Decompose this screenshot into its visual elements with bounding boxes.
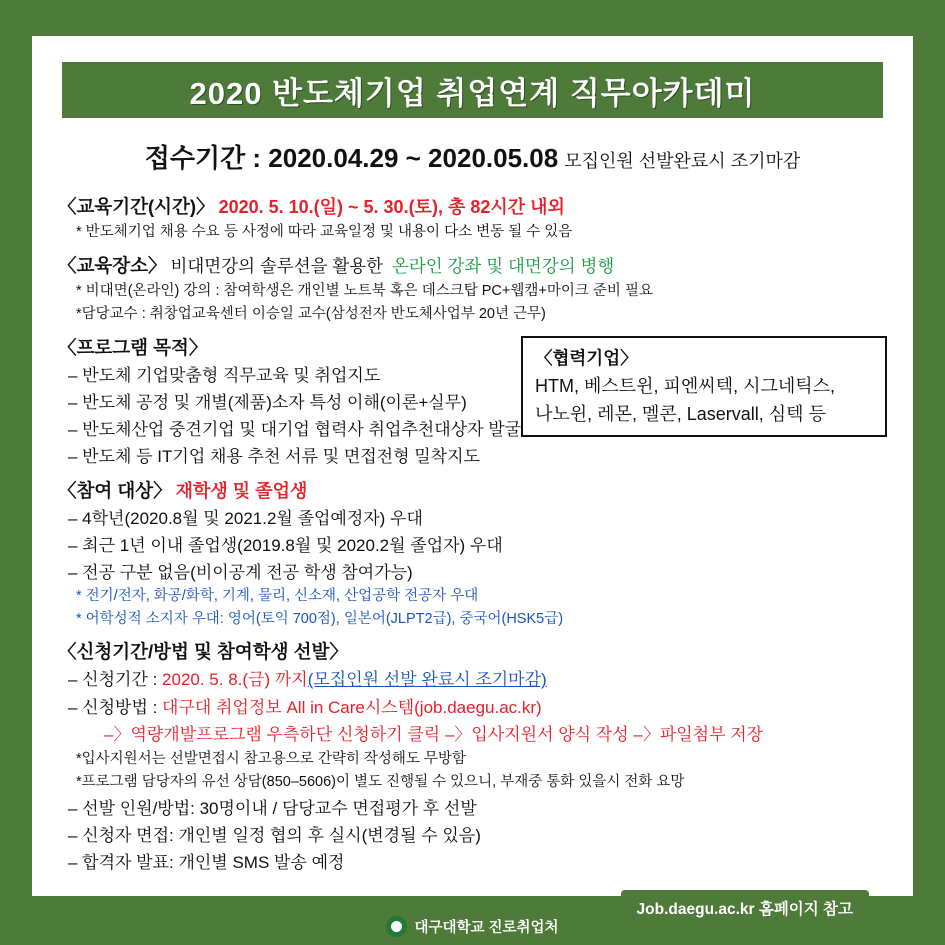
application-method-label: – 신청방법 :: [68, 697, 163, 717]
partner-companies-line-2: 나노윈, 레몬, 멜콘, Laservall, 심텍 등: [535, 403, 826, 424]
education-place-value-green: 온라인 강좌 및 대면강의 병행: [391, 255, 615, 276]
target-audience-note-2: * 어학성적 소지자 우대: 영어(토익 700점), 일본어(JLPT2급), 중국어(HSK5급): [76, 610, 564, 627]
education-place-heading: 〈교육장소〉: [58, 254, 167, 276]
section-program-purpose: [58, 334, 887, 468]
poster-footer: [0, 916, 945, 937]
section-application: [58, 638, 887, 874]
program-purpose-item: – 반도체산업 중견기업 및 대기업 협력사 취업추천대상자 발굴: [68, 419, 522, 439]
homepage-badge[interactable]: Job.daegu.ac.kr 홈페이지 참고: [621, 890, 869, 926]
poster-content: [58, 193, 887, 926]
target-audience-value: 재학생 및 졸업생: [175, 481, 308, 502]
partner-companies-box: [521, 336, 887, 438]
application-item: – 선발 인원/방법: 30명이내 / 담당교수 면접평가 후 선발: [68, 798, 477, 818]
education-period-value: 2020. 5. 10.(일) ~ 5. 30.(토), 총 82시간 내외: [218, 197, 565, 217]
application-deadline-label: – 신청기간 :: [68, 670, 163, 690]
section-education-place: [58, 252, 887, 325]
education-place-note-1: * 비대면(온라인) 강의 : 참여학생은 개인별 노트북 혹은 데스크탑 PC+웹캠+마이크 준비 필요: [76, 282, 653, 299]
target-audience-item: – 최근 1년 이내 졸업생(2019.8월 및 2020.2월 졸업자) 우대: [68, 536, 503, 556]
poster-title-bar: [62, 62, 883, 118]
application-method-steps: –〉역량개발프로그램 우측하단 신청하기 클릭 –〉입사지원서 양식 작성 –〉파일첨부 저장: [104, 724, 764, 744]
program-purpose-item: – 반도체 기업맞춤형 직무교육 및 취업지도: [68, 365, 381, 385]
application-period-strong: 접수기간 : 2020.04.29 ~ 2020.05.08: [144, 143, 559, 173]
education-period-note: * 반도체기업 채용 수요 등 사정에 따라 교육일정 및 내용이 다소 변동 될 수 있음: [76, 224, 573, 240]
application-period-line: [58, 138, 887, 175]
section-target-audience: [58, 477, 887, 629]
application-period-tail: 모집인원 선발완료시 조기마감: [564, 151, 801, 171]
footer-organization: 대구대학교 진로취업처: [414, 920, 559, 936]
poster-paper: [32, 36, 913, 919]
program-purpose-item: – 반도체 공정 및 개별(제품)소자 특성 이해(이론+실무): [68, 392, 467, 412]
program-purpose-left: [58, 334, 588, 468]
page-title: 2020 반도체기업 취업연계 직무아카데미: [189, 75, 756, 111]
application-heading: 〈신청기간/방법 및 참여학생 선발〉: [58, 641, 348, 663]
education-place-note-2: *담당교수 : 취창업교육센터 이승일 교수(삼성전자 반도체사업부 20년 근무): [76, 306, 546, 323]
application-note-2: *프로그램 담당자의 유선 상담(850–5606)이 별도 진행될 수 있으니, 부재중 통화 있을시 전화 요망: [76, 774, 685, 791]
application-deadline-note: (모집인원 선발 완료시 조기마감): [307, 670, 547, 690]
education-place-value-pre: 비대면강의 솔루션을 활용한: [170, 255, 388, 276]
target-audience-heading: 〈참여 대상〉: [58, 480, 172, 502]
target-audience-note-1: * 전기/전자, 화공/화학, 기계, 물리, 신소재, 산업공학 전공자 우대: [76, 588, 479, 605]
partner-companies-heading: 〈협력기업〉: [535, 347, 638, 368]
application-deadline-date: 2020. 5. 8.(금) 까지: [162, 670, 308, 690]
program-purpose-heading: 〈프로그램 목적〉: [58, 336, 208, 358]
application-deadline-row: [68, 669, 887, 691]
application-method-row: [68, 697, 887, 719]
application-method-system: 대구대 취업정보 All in Care시스템(job.daegu.ac.kr): [162, 697, 542, 717]
target-audience-item: – 4학년(2020.8월 및 2021.2월 졸업예정자) 우대: [68, 509, 423, 529]
partner-companies-line-1: HTM, 베스트윈, 피엔씨텍, 시그네틱스,: [535, 375, 836, 396]
program-purpose-item: – 반도체 등 IT기업 채용 추천 서류 및 면접전형 밀착지도: [68, 446, 480, 466]
education-period-heading: 〈교육기간(시간)〉: [58, 196, 215, 217]
section-education-period: [58, 193, 887, 243]
application-item: – 합격자 발표: 개인별 SMS 발송 예정: [68, 853, 345, 873]
application-item: – 신청자 면접: 개인별 일정 협의 후 실시(변경될 수 있음): [68, 825, 481, 845]
application-note-1: *입사지원서는 선발면접시 참고용으로 간략히 작성해도 무방함: [76, 750, 466, 767]
university-logo-icon: [386, 916, 407, 937]
target-audience-item: – 전공 구분 없음(비이공계 전공 학생 참여가능): [68, 563, 413, 583]
